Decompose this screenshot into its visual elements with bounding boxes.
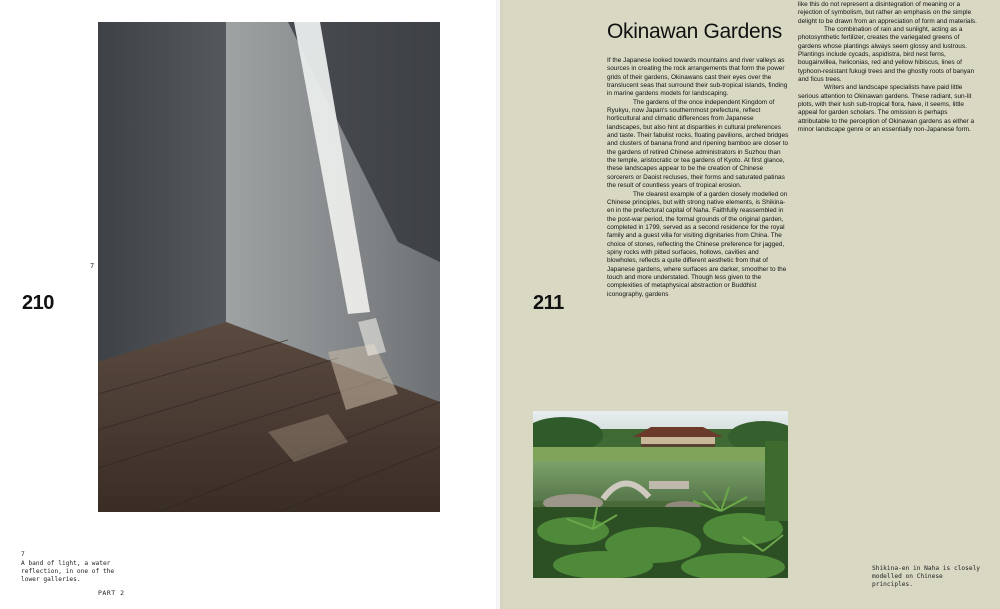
paragraph: like this do not represent a disintegration of meaning or a rejection of symbolism, but rather an emphasis on the simple delight to be drawn from an appreciation of form and materials. [798, 1, 977, 25]
concrete-room-photo [98, 22, 440, 512]
paragraph: The combination of rain and sunlight, acting as a photosynthetic fertilizer, creates the variegated greens of gardens whose plantings always seem glossy and lustrous. Plantings include cycads, aspidistra, bird nest ferns, bougainvillea, heliconias, red and yellow hibiscus, lines of typhoon-resistant fukugi trees and the ghostly roots of banyan and ficus trees. [798, 26, 975, 84]
caption-text: A band of light, a water reflection, in one of the lower galleries. [21, 560, 115, 583]
body-column-1 [607, 57, 789, 313]
page-title: Okinawan Gardens [607, 20, 782, 43]
book-gutter [496, 0, 504, 609]
paragraph: If the Japanese looked towards mountains and river valleys as sources in creating the rock arrangements that form the power grids of their gardens, Okinawans cast their eyes over the translucent seas that surround their sub-tropical islands, finding in marine gardens models for landscaping. [607, 57, 788, 98]
garden-photo [533, 411, 788, 578]
body-column-2 [798, 1, 980, 181]
paragraph: The clearest example of a garden closely modelled on Chinese principles, but with strong native elements, is Shikina-en in the prefectural capital of Naha. Faithfully reassembled in the post-war period, the formal grounds of the original garden, completed in 1799, served as a second residence for the royal family and a guest villa for visiting dignitaries from China. The choice of stones, reflecting the Chinese preference for jagged, spiny rocks with pitted surfaces, hollows, cavities and blowholes, reflects a quite different aesthetic from that of Japanese gardens, where surfaces are darker, smoother to the touch and more understated. Though less given to the complexities of metaphysical abstraction or Buddhist iconography, gardens [607, 190, 788, 298]
figure-number: 7 [90, 262, 95, 270]
page-number-left: 210 [22, 292, 54, 314]
garden-photo-caption: Shikina-en in Naha is closely modelled on Chinese principles. [872, 565, 981, 588]
paragraph: Writers and landscape specialists have paid little serious attention to Okinawan gardens. These radiant, sun-lit plots, with their lush sub-tropical flora, have, it seems, little appeal for garden scholars. The omission is perhaps attributable to the perception of Okinawan gardens as either a minor landscape genre or an essentially non-Japanese form. [798, 84, 975, 134]
caption-number: 7 [21, 551, 25, 558]
running-foot: PART 2 [98, 589, 125, 597]
paragraph: The gardens of the once independent Kingdom of Ryukyu, now Japan's southernmost prefecture, reflect horticultural and climatic differences from Japanese landscapes, but also hint at disparities in cultural preferences and taste. Their fabulist rocks, floating pavilions, arched bridges and clusters of banana frond and ripening bamboo are closer to the gardens of retired Chinese administrators in Suzhou than the temple, aristocratic or tea gardens of Kyoto. At first glance, these landscapes appear to be the creation of Chinese sorcerers or Daoist recluses, their forms and saturated patinas the result of countless years of tropical erosion. [607, 98, 789, 190]
left-photo-caption [21, 551, 131, 584]
page-number-right: 211 [533, 292, 564, 314]
